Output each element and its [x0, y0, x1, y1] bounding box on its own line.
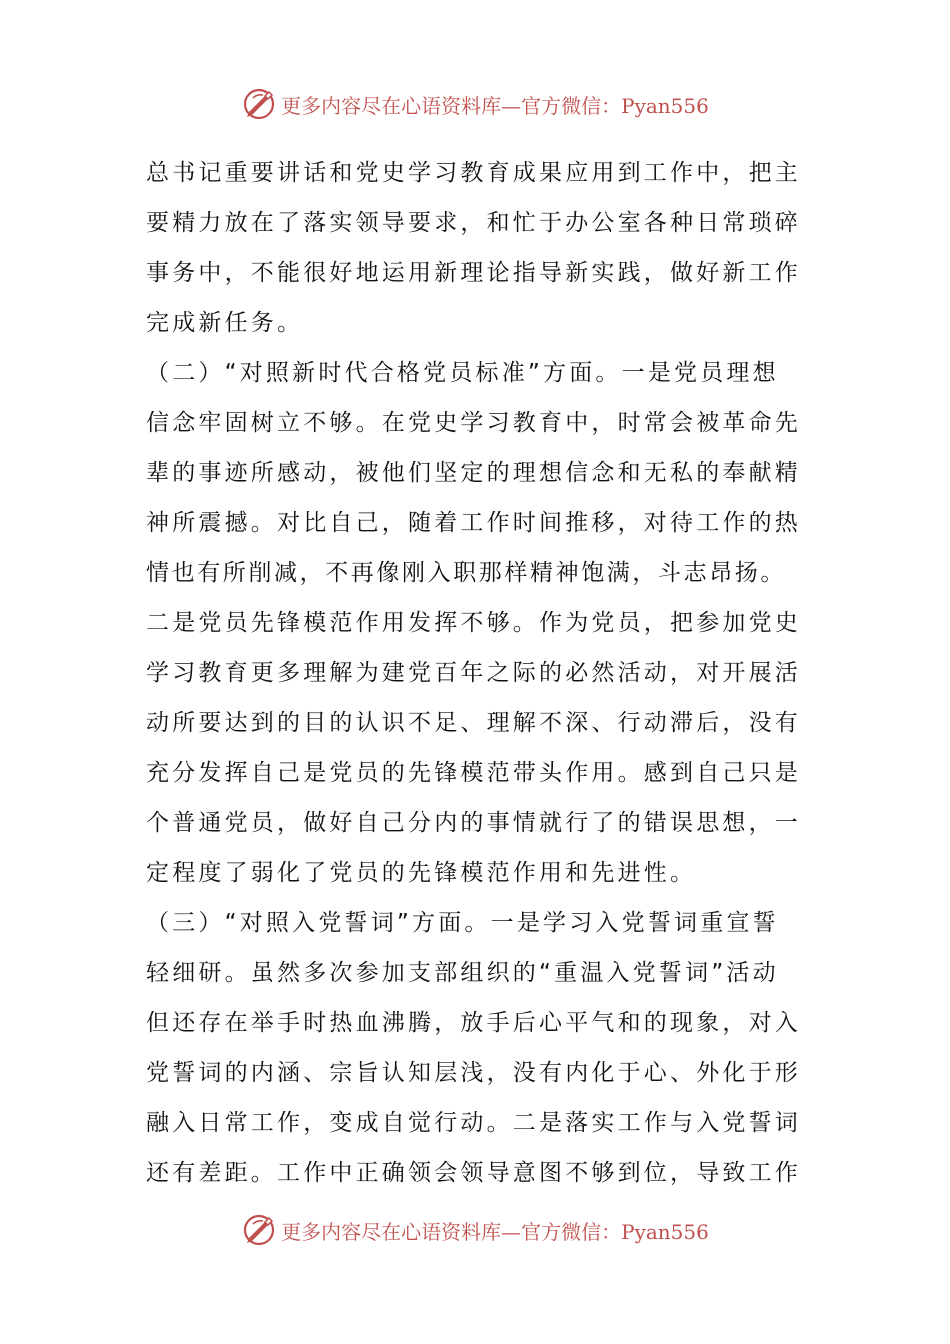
text-line: 融入日常工作，变成自觉行动。二是落实工作与入党誓词: [146, 1110, 801, 1136]
text-line: 神所震撼。对比自己，随着工作时间推移，对待工作的热: [146, 510, 801, 536]
text-line: 完成新任务。: [146, 310, 304, 336]
text-line: 信念牢固树立不够。在党史学习教育中，时常会被革命先: [146, 410, 801, 436]
text-line: 情也有所削减，不再像刚入职那样精神饱满，斗志昂扬。: [146, 560, 786, 586]
watermark-text: 更多内容尽在心语资料库—官方微信：Pyan556: [281, 93, 709, 118]
text-line: 定程度了弱化了党员的先锋模范作用和先进性。: [146, 860, 697, 886]
document-body: [146, 148, 810, 1198]
text-line: 事务中，不能很好地运用新理论指导新实践，做好新工作: [146, 260, 801, 286]
text-line: （二）“对照新时代合格党员标准”方面。一是党员理想: [146, 360, 779, 386]
text-line: 充分发挥自己是党员的先锋模范带头作用。感到自己只是: [146, 760, 801, 786]
text-line: （三）“对照入党誓词”方面。一是学习入党誓词重宣誓: [146, 910, 779, 936]
text-line: 个普通党员，做好自己分内的事情就行了的错误思想，一: [146, 810, 801, 836]
text-line: 二是党员先锋模范作用发挥不够。作为党员，把参加党史: [146, 610, 801, 636]
text-line: 学习教育更多理解为建党百年之际的必然活动，对开展活: [146, 660, 801, 686]
text-line: 要精力放在了落实领导要求，和忙于办公室各种日常琐碎: [146, 210, 801, 236]
pen-logo-icon: [241, 1212, 277, 1248]
text-line: 轻细研。虽然多次参加支部组织的“重温入党誓词”活动: [146, 960, 779, 986]
text-line: 党誓词的内涵、宗旨认知层浅，没有内化于心、外化于形: [146, 1060, 801, 1086]
header-watermark: [0, 84, 950, 124]
watermark-text: 更多内容尽在心语资料库—官方微信：Pyan556: [281, 1219, 709, 1244]
pen-logo-icon: [241, 86, 277, 122]
text-line: 动所要达到的目的认识不足、理解不深、行动滞后，没有: [146, 710, 801, 736]
text-line: 但还存在举手时热血沸腾，放手后心平气和的现象，对入: [146, 1010, 801, 1036]
footer-watermark: [0, 1210, 950, 1250]
text-line: 还有差距。工作中正确领会领导意图不够到位，导致工作: [146, 1160, 801, 1186]
text-line: 辈的事迹所感动，被他们坚定的理想信念和无私的奉献精: [146, 460, 801, 486]
text-line: 总书记重要讲话和党史学习教育成果应用到工作中，把主: [146, 160, 801, 186]
